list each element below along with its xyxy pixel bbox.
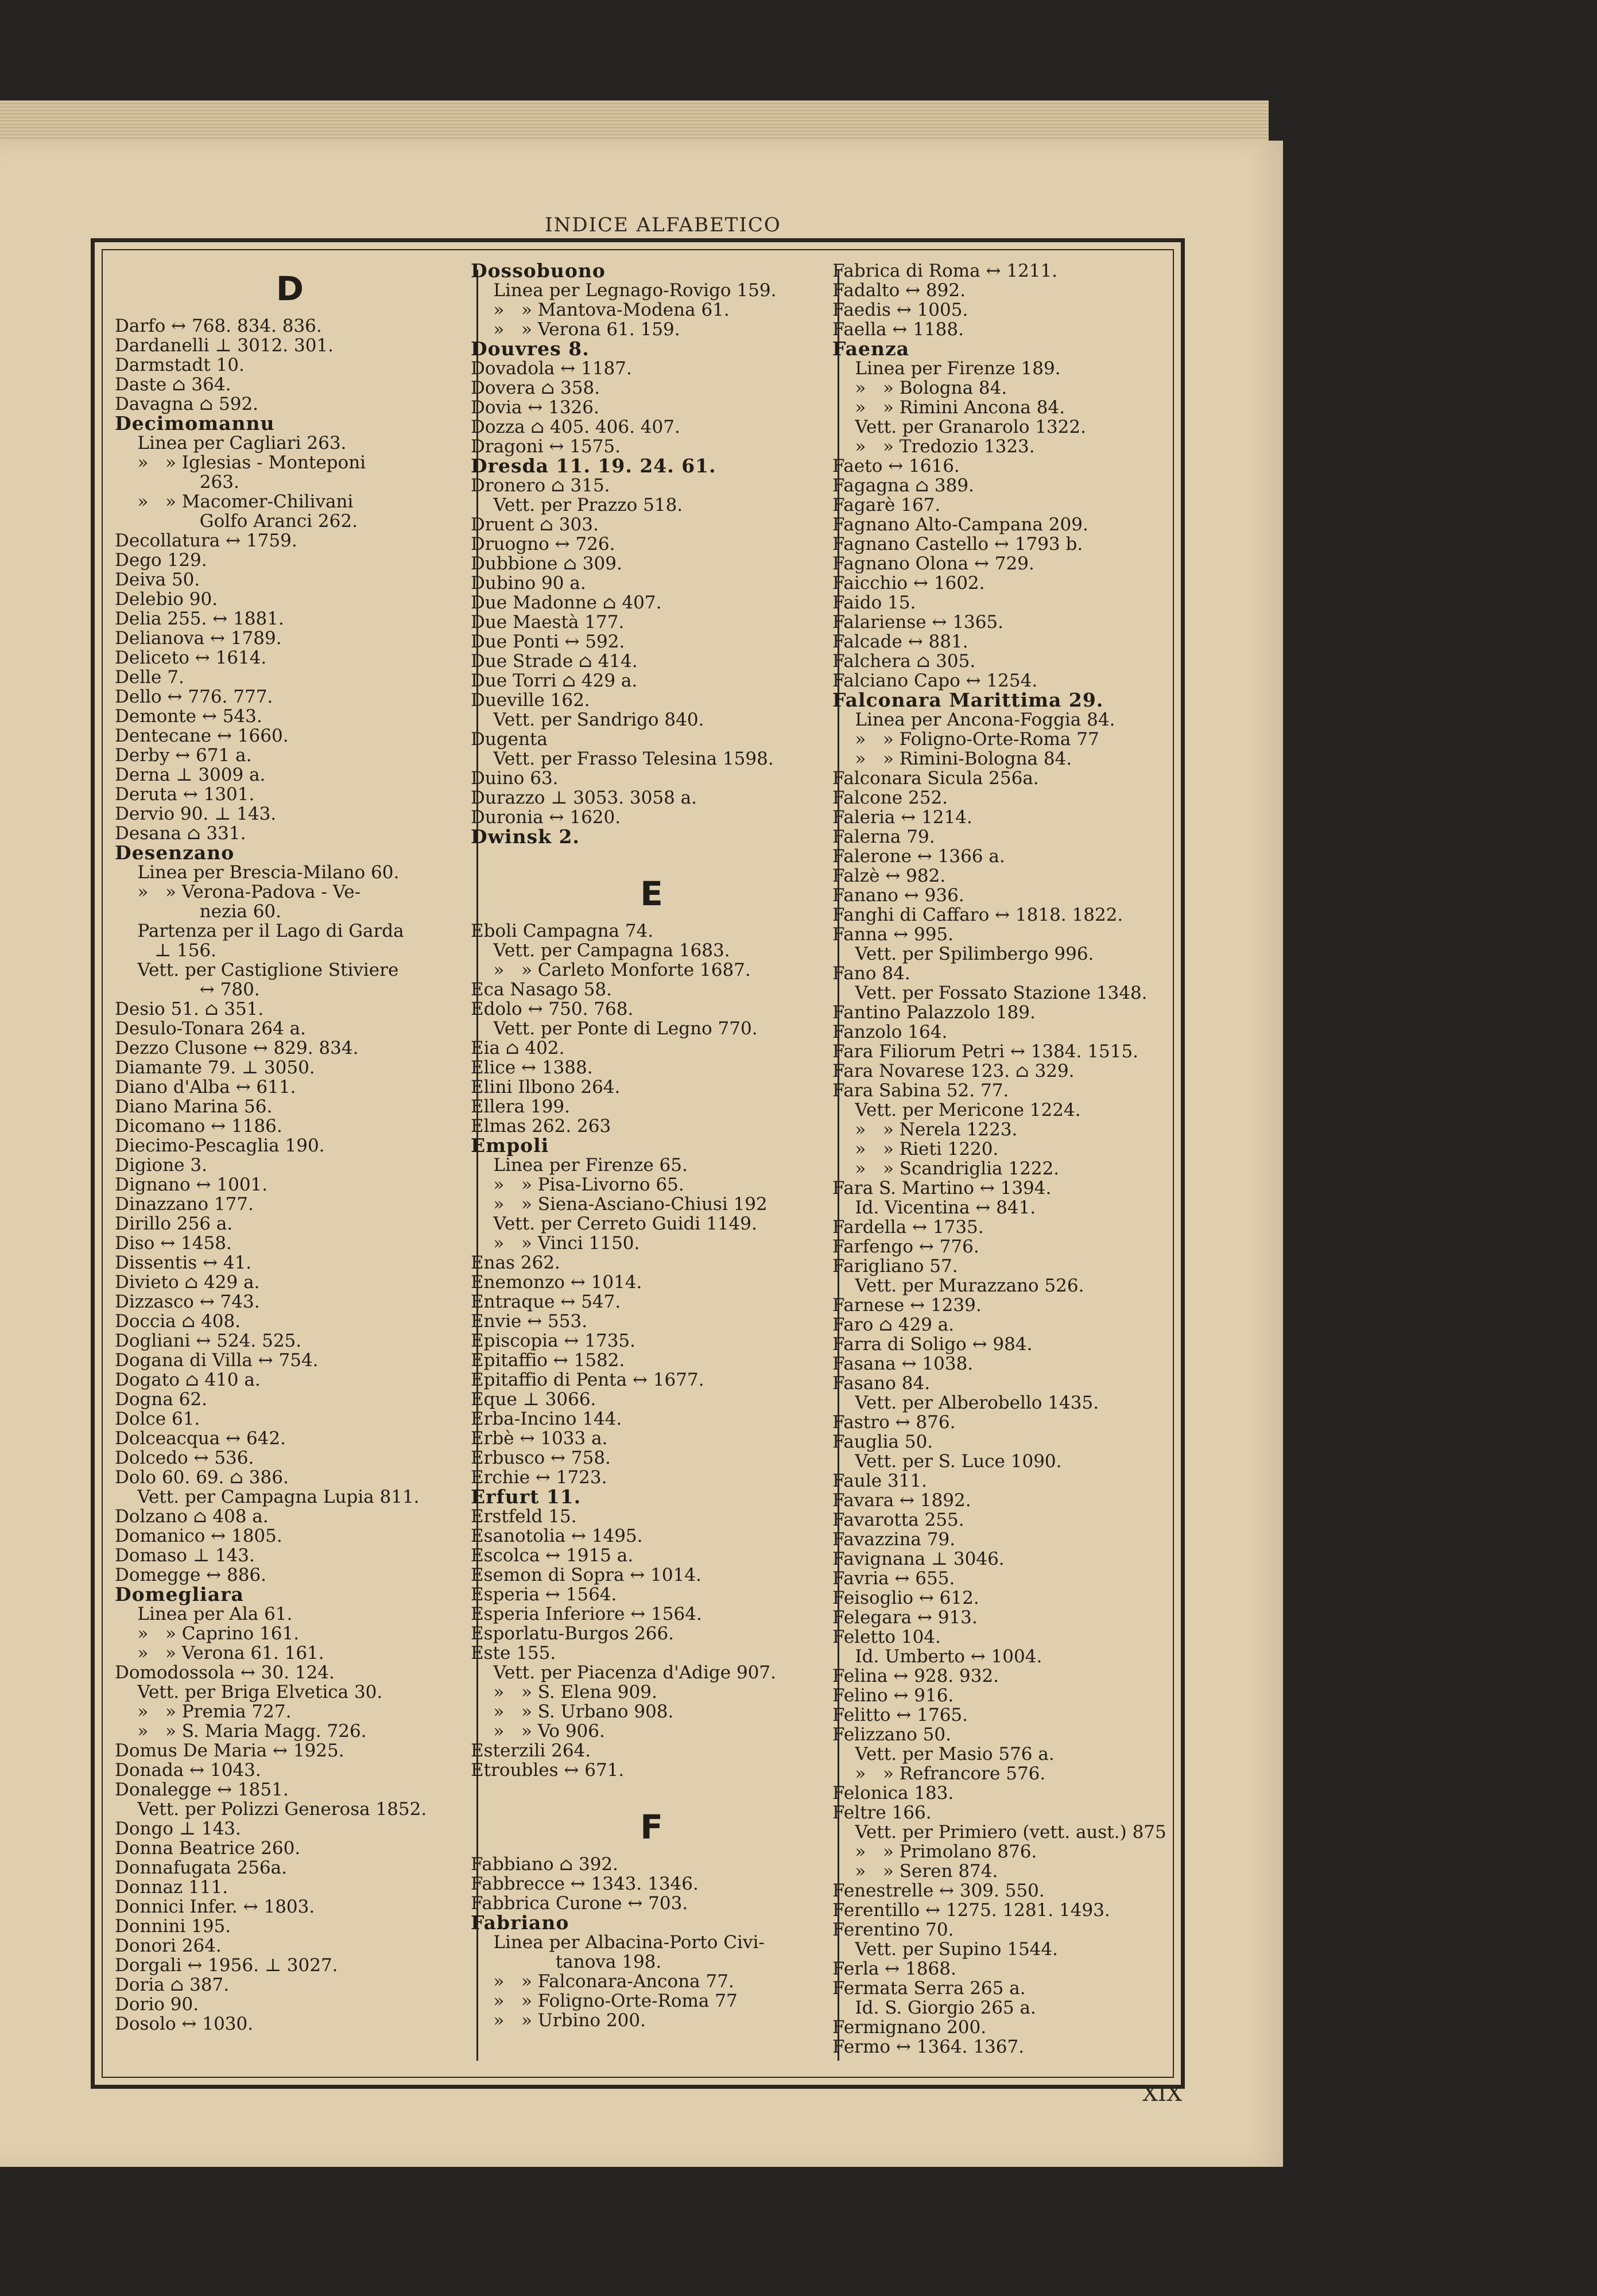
index-entry: Dervio 90. ⊥ 143. [115, 804, 277, 824]
index-headword: Empoli [471, 1134, 549, 1157]
index-entry: Dugenta [471, 729, 548, 750]
index-entry: » » Caprino 161. [115, 1623, 300, 1644]
index-entry: Falerone ↔ 1366 a. [832, 846, 1005, 867]
index-entry: » » Carleto Monforte 1687. [471, 960, 751, 980]
index-headword: Douvres 8. [471, 338, 590, 360]
index-entry: Linea per Albacina-Porto Civi- [471, 1932, 765, 1953]
index-entry: Episcopia ↔ 1735. [471, 1331, 635, 1351]
index-entry: Vett. per S. Luce 1090. [832, 1451, 1062, 1472]
index-entry: Partenza per il Lago di Garda [115, 921, 404, 941]
index-entry: Favara ↔ 1892. [832, 1490, 971, 1511]
index-headword: Domegliara [115, 1583, 244, 1605]
index-entry: Decollatura ↔ 1759. [115, 530, 297, 551]
index-entry: Druent ⌂ 303. [471, 514, 599, 535]
index-entry: Golfo Aranci 262. [115, 511, 358, 532]
index-entry: Eque ⊥ 3066. [471, 1389, 596, 1410]
index-entry: Dello ↔ 776. 777. [115, 687, 273, 707]
index-entry: Felina ↔ 928. 932. [832, 1666, 999, 1686]
index-entry: Vett. per Prazzo 518. [471, 495, 683, 515]
index-entry: Vett. per Masio 576 a. [832, 1744, 1055, 1764]
index-entry: » » Verona 61. 159. [471, 319, 680, 340]
index-entry: » » Refrancore 576. [832, 1763, 1046, 1784]
index-entry: tanova 198. [471, 1952, 662, 1972]
index-entry: Fasano 84. [832, 1373, 931, 1394]
index-entry: Fadalto ↔ 892. [832, 280, 966, 301]
index-entry: Vett. per Sandrigo 840. [471, 709, 704, 730]
index-entry: Due Madonne ⌂ 407. [471, 592, 662, 613]
index-entry: Fara Sabina 52. 77. [832, 1080, 1009, 1101]
index-entry: Enas 262. [471, 1252, 560, 1273]
index-entry: Diso ↔ 1458. [115, 1233, 232, 1254]
index-entry: Dronero ⌂ 315. [471, 475, 610, 496]
index-entry: Fanano ↔ 936. [832, 885, 964, 906]
index-entry: » » Nerela 1223. [832, 1119, 1018, 1140]
index-entry: Fanna ↔ 995. [832, 924, 954, 945]
index-entry: Donnici Infer. ↔ 1803. [115, 1896, 315, 1917]
index-entry: Dovera ⌂ 358. [471, 378, 600, 398]
index-entry: » » Rieti 1220. [832, 1139, 999, 1159]
index-entry: Falzè ↔ 982. [832, 866, 946, 886]
index-entry: Delia 255. ↔ 1881. [115, 608, 284, 629]
index-entry: » » Foligno-Orte-Roma 77 [471, 1991, 738, 2011]
index-entry: Vett. per Frasso Telesina 1598. [471, 748, 774, 769]
index-entry: Darfo ↔ 768. 834. 836. [115, 316, 322, 336]
index-entry: Dovia ↔ 1326. [471, 397, 599, 418]
index-entry: » » Urbino 200. [471, 2010, 646, 2031]
index-entry: Fara S. Martino ↔ 1394. [832, 1178, 1052, 1199]
index-entry: Esperia Inferiore ↔ 1564. [471, 1604, 702, 1624]
index-entry: Esterzili 264. [471, 1740, 591, 1761]
index-entry: Ellera 199. [471, 1096, 570, 1117]
index-entry: Doccia ⌂ 408. [115, 1311, 241, 1332]
index-entry: Due Torri ⌂ 429 a. [471, 670, 638, 691]
index-entry: Linea per Ancona-Foggia 84. [832, 709, 1115, 730]
index-entry: Dissentis ↔ 41. [115, 1252, 252, 1273]
index-entry: Felonica 183. [832, 1783, 954, 1804]
index-entry: Fantino Palazzolo 189. [832, 1002, 1036, 1023]
index-entry: Dego 129. [115, 550, 207, 571]
index-entry: Duronia ↔ 1620. [471, 807, 621, 828]
index-entry: Erstfeld 15. [471, 1506, 577, 1527]
index-entry: Dolzano ⌂ 408 a. [115, 1506, 269, 1527]
index-entry: Id. Vicentina ↔ 841. [832, 1197, 1036, 1218]
index-entry: Diano Marina 56. [115, 1096, 273, 1117]
index-headword: Erfurt 11. [471, 1486, 582, 1508]
index-entry: Faro ⌂ 429 a. [832, 1314, 955, 1335]
index-entry: Donna Beatrice 260. [115, 1838, 301, 1859]
index-entry: Daste ⌂ 364. [115, 374, 231, 395]
index-entry: Elmas 262. 263 [471, 1116, 611, 1137]
index-entry: Erba-Incino 144. [471, 1409, 622, 1429]
index-entry: Falchera ⌂ 305. [832, 651, 976, 672]
index-entry: Vett. per Campagna 1683. [471, 940, 730, 961]
index-headword: Dresda 11. 19. 24. 61. [471, 455, 716, 477]
index-entry: » » Rimini-Bologna 84. [832, 748, 1072, 769]
index-entry: Derby ↔ 671 a. [115, 745, 252, 766]
index-entry: » » S. Urbano 908. [471, 1701, 674, 1722]
index-entry: Fabbrecce ↔ 1343. 1346. [471, 1874, 699, 1894]
index-entry: » » S. Elena 909. [471, 1682, 657, 1702]
index-column-2 [471, 261, 832, 2030]
index-entry: Diamante 79. ⊥ 3050. [115, 1057, 315, 1078]
index-entry: Epitaffio ↔ 1582. [471, 1350, 625, 1371]
index-entry: Dolce 61. [115, 1409, 200, 1429]
index-entry: Vett. per Spilimbergo 996. [832, 944, 1094, 964]
index-entry: Fabrica di Roma ↔ 1211. [832, 261, 1058, 281]
index-entry: Vett. per Granarolo 1322. [832, 417, 1086, 437]
index-entry: Falcone 252. [832, 788, 948, 808]
index-entry: Desana ⌂ 331. [115, 823, 246, 844]
index-entry: Duino 63. [471, 768, 559, 789]
index-entry: Farfengo ↔ 776. [832, 1236, 979, 1257]
index-entry: Enemonzo ↔ 1014. [471, 1272, 642, 1293]
index-entry: Fenestrelle ↔ 309. 550. [832, 1880, 1045, 1901]
index-entry: Desio 51. ⌂ 351. [115, 999, 264, 1019]
index-entry: Domegge ↔ 886. [115, 1565, 266, 1585]
index-entry: » » Verona-Padova - Ve- [115, 882, 361, 902]
index-entry: Donnaz 111. [115, 1877, 228, 1898]
index-entry: Farra di Soligo ↔ 984. [832, 1334, 1033, 1355]
index-entry: Desulo-Tonara 264 a. [115, 1018, 306, 1039]
index-entry: Id. S. Giorgio 265 a. [832, 1998, 1036, 2018]
index-entry: Dezzo Clusone ↔ 829. 834. [115, 1038, 359, 1058]
index-entry: Dentecane ↔ 1660. [115, 726, 289, 746]
index-entry: nezia 60. [115, 901, 282, 922]
index-entry: Dovadola ↔ 1187. [471, 358, 632, 379]
index-entry: Fermata Serra 265 a. [832, 1978, 1026, 1999]
index-entry: Fauglia 50. [832, 1432, 933, 1452]
index-entry: Domodossola ↔ 30. 124. [115, 1662, 335, 1683]
index-entry: Favarotta 255. [832, 1510, 964, 1530]
section-letter: F [640, 1808, 663, 1847]
index-entry: Vett. per Alberobello 1435. [832, 1393, 1099, 1413]
index-entry: Linea per Firenze 65. [471, 1155, 688, 1176]
index-entry: Domaso ⊥ 143. [115, 1545, 255, 1566]
index-entry: Erbè ↔ 1033 a. [471, 1428, 608, 1449]
index-entry: Vett. per Ponte di Legno 770. [471, 1018, 758, 1039]
index-entry: Esperia ↔ 1564. [471, 1584, 617, 1605]
index-entry: Druogno ↔ 726. [471, 534, 615, 554]
index-entry: » » S. Maria Magg. 726. [115, 1721, 367, 1742]
index-entry: Fagagna ⌂ 389. [832, 475, 974, 496]
index-entry: Dignano ↔ 1001. [115, 1174, 268, 1195]
index-entry: Due Maestà 177. [471, 612, 625, 633]
index-entry: Fagnano Alto-Campana 209. [832, 514, 1088, 535]
index-entry: Faule 311. [832, 1471, 927, 1491]
index-entry: Vett. per Cerreto Guidi 1149. [471, 1213, 757, 1234]
index-entry: Vett. per Mericone 1224. [832, 1100, 1081, 1120]
index-entry: Vett. per Campagna Lupia 811. [115, 1487, 420, 1507]
index-entry: Donnini 195. [115, 1916, 231, 1937]
index-headword: Dossobuono [471, 259, 606, 282]
index-headword: Faenza [832, 338, 910, 360]
index-entry: Entraque ↔ 547. [471, 1292, 621, 1312]
index-entry: Donori 264. [115, 1936, 222, 1956]
index-entry: Eca Nasago 58. [471, 979, 612, 1000]
index-entry: Dizzasco ↔ 743. [115, 1292, 260, 1312]
index-entry: Vett. per Supino 1544. [832, 1939, 1058, 1960]
index-entry: » » Iglesias - Monteponi [115, 452, 366, 473]
index-entry: » » Vo 906. [471, 1721, 605, 1742]
index-entry: Faeto ↔ 1616. [832, 456, 960, 476]
index-entry: Fanzolo 164. [832, 1022, 948, 1042]
index-entry: Diecimo-Pescaglia 190. [115, 1135, 325, 1156]
index-entry: Digione 3. [115, 1155, 207, 1176]
index-entry: Delebio 90. [115, 589, 218, 610]
index-headword: Dwinsk 2. [471, 825, 580, 848]
index-entry: Fermo ↔ 1364. 1367. [832, 2037, 1025, 2057]
index-entry: Fagnano Olona ↔ 729. [832, 553, 1034, 574]
index-headword: Decimomannu [115, 412, 275, 435]
index-entry: Falerna 79. [832, 827, 935, 847]
index-headword: Falconara Marittima 29. [832, 689, 1104, 711]
index-column-3 [832, 261, 1177, 2057]
index-entry: » » Scandriglia 1222. [832, 1158, 1060, 1179]
index-entry: Dosolo ↔ 1030. [115, 2014, 254, 2034]
index-entry: Faicchio ↔ 1602. [832, 573, 985, 594]
index-entry: Eia ⌂ 402. [471, 1038, 565, 1058]
index-entry: Doria ⌂ 387. [115, 1975, 230, 1995]
index-entry: Envie ↔ 553. [471, 1311, 588, 1332]
index-entry: Fabbiano ⌂ 392. [471, 1854, 619, 1875]
index-entry: Davagna ⌂ 592. [115, 394, 259, 414]
index-entry: Vett. per Primiero (vett. aust.) 875 [832, 1822, 1166, 1843]
index-entry: 263. [115, 472, 239, 492]
index-entry: Vett. per Murazzano 526. [832, 1275, 1084, 1296]
index-entry: » » Foligno-Orte-Roma 77 [832, 729, 1099, 750]
index-entry: Fermignano 200. [832, 2017, 987, 2038]
index-entry: Dolcedo ↔ 536. [115, 1448, 254, 1468]
index-entry: Esanotolia ↔ 1495. [471, 1526, 643, 1546]
index-entry: Fagarè 167. [832, 495, 941, 515]
index-entry: Deruta ↔ 1301. [115, 784, 255, 805]
index-entry: Dogato ⌂ 410 a. [115, 1370, 261, 1390]
index-entry: Favria ↔ 655. [832, 1568, 955, 1589]
index-entry: Felitto ↔ 1765. [832, 1705, 968, 1725]
index-entry: Dicomano ↔ 1186. [115, 1116, 282, 1137]
index-entry: Linea per Firenze 189. [832, 358, 1061, 379]
index-entry: Farnese ↔ 1239. [832, 1295, 982, 1316]
index-entry: Feletto 104. [832, 1627, 941, 1647]
index-entry: Donalegge ↔ 1851. [115, 1779, 289, 1800]
index-entry: Dozza ⌂ 405. 406. 407. [471, 417, 680, 437]
index-entry: Esporlatu-Burgos 266. [471, 1623, 675, 1644]
index-entry: ↔ 780. [115, 979, 260, 1000]
index-entry: Felegara ↔ 913. [832, 1607, 978, 1628]
index-entry: » » Verona 61. 161. [115, 1643, 324, 1663]
index-entry: Edolo ↔ 750. 768. [471, 999, 634, 1019]
index-entry: Faella ↔ 1188. [832, 319, 964, 340]
index-entry: Falciano Capo ↔ 1254. [832, 670, 1038, 691]
index-entry: Deiva 50. [115, 569, 200, 590]
index-entry: Feltre 166. [832, 1802, 932, 1823]
index-entry: Eboli Campagna 74. [471, 921, 654, 941]
index-entry: Fara Novarese 123. ⌂ 329. [832, 1061, 1075, 1081]
index-entry: Dongo ⊥ 143. [115, 1818, 241, 1839]
index-entry: Due Strade ⌂ 414. [471, 651, 638, 672]
index-entry: Favignana ⊥ 3046. [832, 1549, 1005, 1569]
index-entry: Domus De Maria ↔ 1925. [115, 1740, 344, 1761]
index-entry: » » Falconara-Ancona 77. [471, 1971, 734, 1992]
index-entry: Dogna 62. [115, 1389, 207, 1410]
index-entry: Delle 7. [115, 667, 184, 688]
index-entry: Fanghi di Caffaro ↔ 1818. 1822. [832, 905, 1123, 925]
index-entry: » » Seren 874. [832, 1861, 998, 1882]
index-entry: Felizzano 50. [832, 1724, 951, 1745]
index-entry: Dueville 162. [471, 690, 590, 711]
index-entry: Fabbrica Curone ↔ 703. [471, 1893, 688, 1914]
index-entry: Esemon di Sopra ↔ 1014. [471, 1565, 701, 1585]
index-entry: Vett. per Castiglione Stiviere [115, 960, 399, 980]
index-entry: » » Macomer-Chilivani [115, 491, 354, 512]
index-entry: Dinazzano 177. [115, 1194, 254, 1215]
index-entry: Dogana di Villa ↔ 754. [115, 1350, 319, 1371]
index-entry: Vett. per Polizzi Generosa 1852. [115, 1799, 427, 1820]
index-entry: Dirillo 256 a. [115, 1213, 233, 1234]
index-entry: Dogliani ↔ 524. 525. [115, 1331, 302, 1351]
index-entry: Fasana ↔ 1038. [832, 1353, 974, 1374]
index-entry: Donada ↔ 1043. [115, 1760, 261, 1781]
index-entry: Deliceto ↔ 1614. [115, 647, 267, 668]
index-entry: Feisoglio ↔ 612. [832, 1588, 979, 1608]
index-entry: Donnafugata 256a. [115, 1857, 287, 1878]
index-entry: Farigliano 57. [832, 1256, 958, 1277]
section-letter: E [640, 874, 663, 913]
index-entry: » » Siena-Asciano-Chiusi 192 [471, 1194, 768, 1215]
index-entry: Este 155. [471, 1643, 556, 1663]
index-entry: Durazzo ⊥ 3053. 3058 a. [471, 788, 697, 808]
index-entry: » » Vinci 1150. [471, 1233, 640, 1254]
index-entry: Erbusco ↔ 758. [471, 1448, 611, 1468]
index-entry: Vett. per Fossato Stazione 1348. [832, 983, 1148, 1003]
index-entry: Ferentino 70. [832, 1919, 954, 1940]
page-number: XIX [1142, 2081, 1183, 2106]
index-entry: Dorgali ↔ 1956. ⊥ 3027. [115, 1955, 338, 1976]
index-entry: Dragoni ↔ 1575. [471, 436, 621, 457]
index-entry: Erchie ↔ 1723. [471, 1467, 607, 1488]
index-entry: Vett. per Briga Elvetica 30. [115, 1682, 383, 1702]
index-entry: Linea per Legnago-Rovigo 159. [471, 280, 777, 301]
index-entry: Elini Ilbono 264. [471, 1077, 621, 1097]
index-entry: Fano 84. [832, 963, 910, 984]
index-entry: Domanico ↔ 1805. [115, 1526, 282, 1546]
index-entry: » » Rimini Ancona 84. [832, 397, 1065, 418]
index-entry: » » Mantova-Modena 61. [471, 300, 730, 320]
index-entry: » » Pisa-Livorno 65. [471, 1174, 684, 1195]
index-entry: Fara Filiorum Petri ↔ 1384. 1515. [832, 1041, 1139, 1062]
index-entry: Falariense ↔ 1365. [832, 612, 1004, 633]
index-entry: Felino ↔ 916. [832, 1685, 954, 1706]
index-entry: Derna ⊥ 3009 a. [115, 765, 266, 785]
index-headword: Fabriano [471, 1911, 569, 1934]
index-entry: Dubbione ⌂ 309. [471, 553, 622, 574]
index-entry: Faedis ↔ 1005. [832, 300, 968, 320]
index-entry: Delianova ↔ 1789. [115, 628, 282, 649]
index-entry: » » Tredozio 1323. [832, 436, 1035, 457]
index-entry: Dardanelli ⊥ 3012. 301. [115, 335, 334, 356]
index-entry: Epitaffio di Penta ↔ 1677. [471, 1370, 704, 1390]
index-entry: Vett. per Piacenza d'Adige 907. [471, 1662, 776, 1683]
index-entry: Dolceacqua ↔ 642. [115, 1428, 286, 1449]
index-entry: » » Primolano 876. [832, 1841, 1037, 1862]
index-entry: Escolca ↔ 1915 a. [471, 1545, 634, 1566]
index-entry: Ferla ↔ 1868. [832, 1958, 956, 1979]
index-entry: Fagnano Castello ↔ 1793 b. [832, 534, 1083, 554]
index-entry: Id. Umberto ↔ 1004. [832, 1646, 1042, 1667]
index-entry: Diano d'Alba ↔ 611. [115, 1077, 296, 1097]
index-entry: Linea per Ala 61. [115, 1604, 293, 1624]
index-entry: Due Ponti ↔ 592. [471, 631, 625, 652]
index-entry: Darmstadt 10. [115, 355, 245, 375]
page-header: INDICE ALFABETICO [545, 214, 781, 236]
index-entry: Etroubles ↔ 671. [471, 1760, 625, 1781]
section-gap [471, 847, 832, 866]
index-entry: Faido 15. [832, 592, 916, 613]
index-entry: » » Bologna 84. [832, 378, 1007, 398]
index-entry: Linea per Cagliari 263. [115, 433, 347, 453]
index-column-1 [115, 261, 465, 2034]
index-entry: Falcade ↔ 881. [832, 631, 968, 652]
index-entry: Fastro ↔ 876. [832, 1412, 956, 1433]
index-entry: Ferentillo ↔ 1275. 1281. 1493. [832, 1900, 1110, 1921]
index-entry: ⊥ 156. [115, 940, 217, 961]
index-entry: Dolo 60. 69. ⌂ 386. [115, 1467, 289, 1488]
index-entry: Favazzina 79. [832, 1529, 956, 1550]
index-entry: Divieto ⌂ 429 a. [115, 1272, 260, 1293]
index-headword: Desenzano [115, 841, 235, 864]
section-gap [471, 1780, 832, 1799]
index-entry: Linea per Brescia-Milano 60. [115, 862, 400, 883]
index-entry: Fardella ↔ 1735. [832, 1217, 984, 1238]
index-entry: Demonte ↔ 543. [115, 706, 262, 727]
section-letter: D [276, 269, 304, 308]
index-entry: Faleria ↔ 1214. [832, 807, 972, 828]
index-entry: » » Premia 727. [115, 1701, 292, 1722]
index-entry: Dubino 90 a. [471, 573, 586, 594]
index-entry: Dorio 90. [115, 1994, 199, 2015]
index-entry: Falconara Sicula 256a. [832, 768, 1039, 789]
index-entry: Elice ↔ 1388. [471, 1057, 593, 1078]
